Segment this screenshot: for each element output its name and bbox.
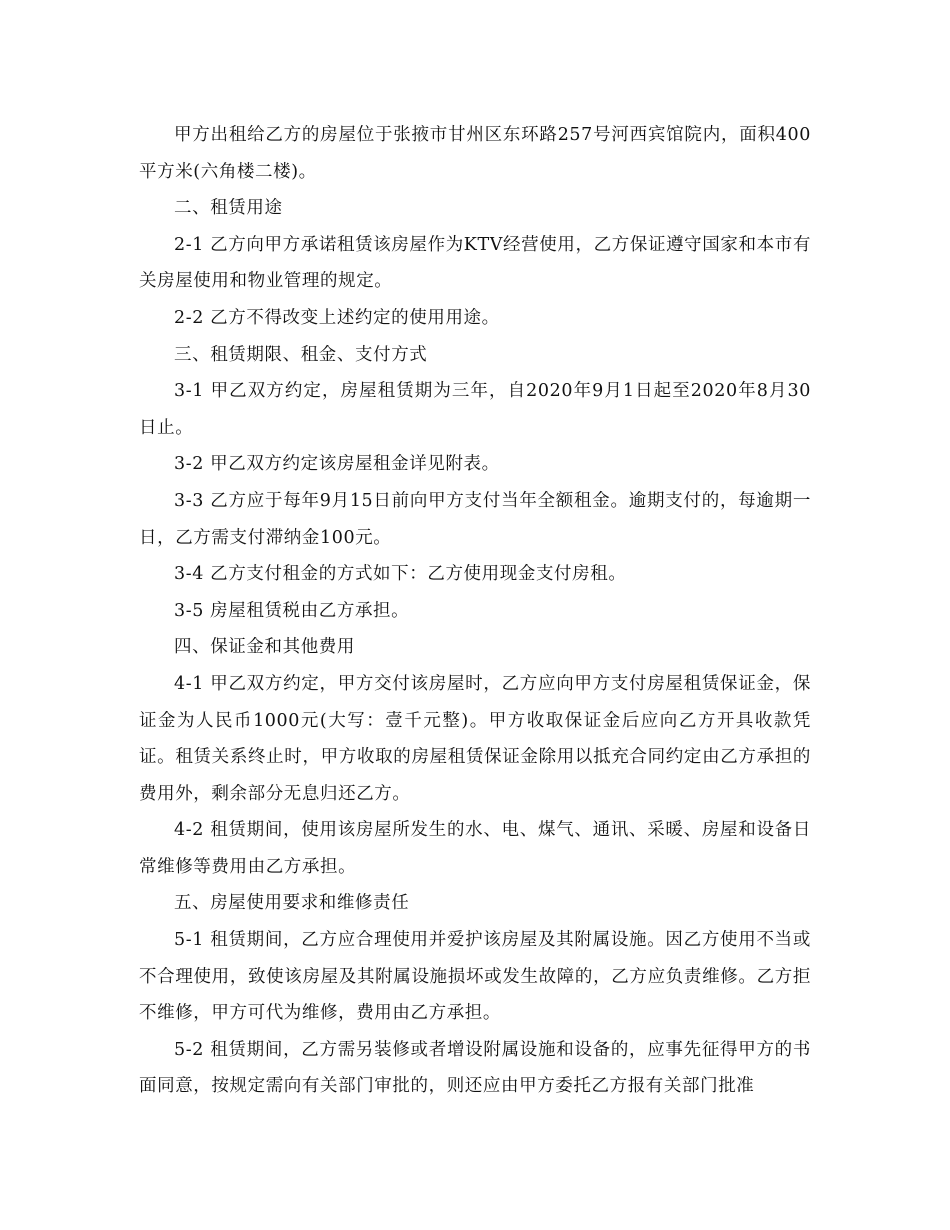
clause-2-1: 2-1 乙方向甲方承诺租赁该房屋作为KTV经营使用，乙方保证遵守国家和本市有关房屋使用和物业管理的规定。 [139, 234, 811, 292]
section-heading-use-maintenance: 五、房屋使用要求和维修责任 [174, 893, 410, 914]
section-heading-term-rent-payment: 三、租赁期限、租金、支付方式 [174, 344, 428, 365]
clause-4-1: 4-1 甲乙双方约定，甲方交付该房屋时，乙方应向甲方支付房屋租赁保证金，保证金为人民币1000元(大写：壹千元整)。甲方收取保证金后应向乙方开具收款凭证。租赁关系终止时，甲方收取的房屋租赁保证金除用以抵充合同约定由乙方承担的费用外，剩余部分无息归还乙方。 [139, 673, 811, 804]
clause-4-2: 4-2 租赁期间，使用该房屋所发生的水、电、煤气、通讯、采暖、房屋和设备日常维修等费用由乙方承担。 [139, 820, 811, 877]
clause-2-2: 2-2 乙方不得改变上述约定的使用用途。 [174, 307, 500, 328]
paragraph-premises-location: 甲方出租给乙方的房屋位于张掖市甘州区东环路257号河西宾馆院内，面积400平方米(六角楼二楼)。 [139, 125, 811, 182]
clause-3-3: 3-3 乙方应于每年9月15日前向甲方支付当年全额租金。逾期支付的，每逾期一日，乙方需支付滞纳金100元。 [139, 490, 811, 548]
clause-5-2: 5-2 租赁期间，乙方需另装修或者增设附属设施和设备的，应事先征得甲方的书面同意，按规定需向有关部门审批的，则还应由甲方委托乙方报有关部门批准 [139, 1039, 811, 1097]
section-heading-deposit-fees: 四、保证金和其他费用 [174, 637, 355, 658]
document-body [139, 117, 811, 1105]
section-heading-lease-purpose: 二、租赁用途 [174, 198, 283, 219]
clause-3-5: 3-5 房屋租赁税由乙方承担。 [174, 600, 410, 621]
clause-3-1: 3-1 甲乙双方约定，房屋租赁期为三年，自2020年9月1日起至2020年8月30日止。 [139, 381, 811, 438]
clause-3-2: 3-2 甲乙双方约定该房屋租金详见附表。 [174, 454, 500, 475]
clause-5-1: 5-1 租赁期间，乙方应合理使用并爱护该房屋及其附属设施。因乙方使用不当或不合理使用，致使该房屋及其附属设施损坏或发生故障的，乙方应负责维修。乙方拒不维修，甲方可代为维修，费用由乙方承担。 [139, 930, 811, 1024]
clause-3-4: 3-4 乙方支付租金的方式如下：乙方使用现金支付房租。 [174, 564, 627, 585]
